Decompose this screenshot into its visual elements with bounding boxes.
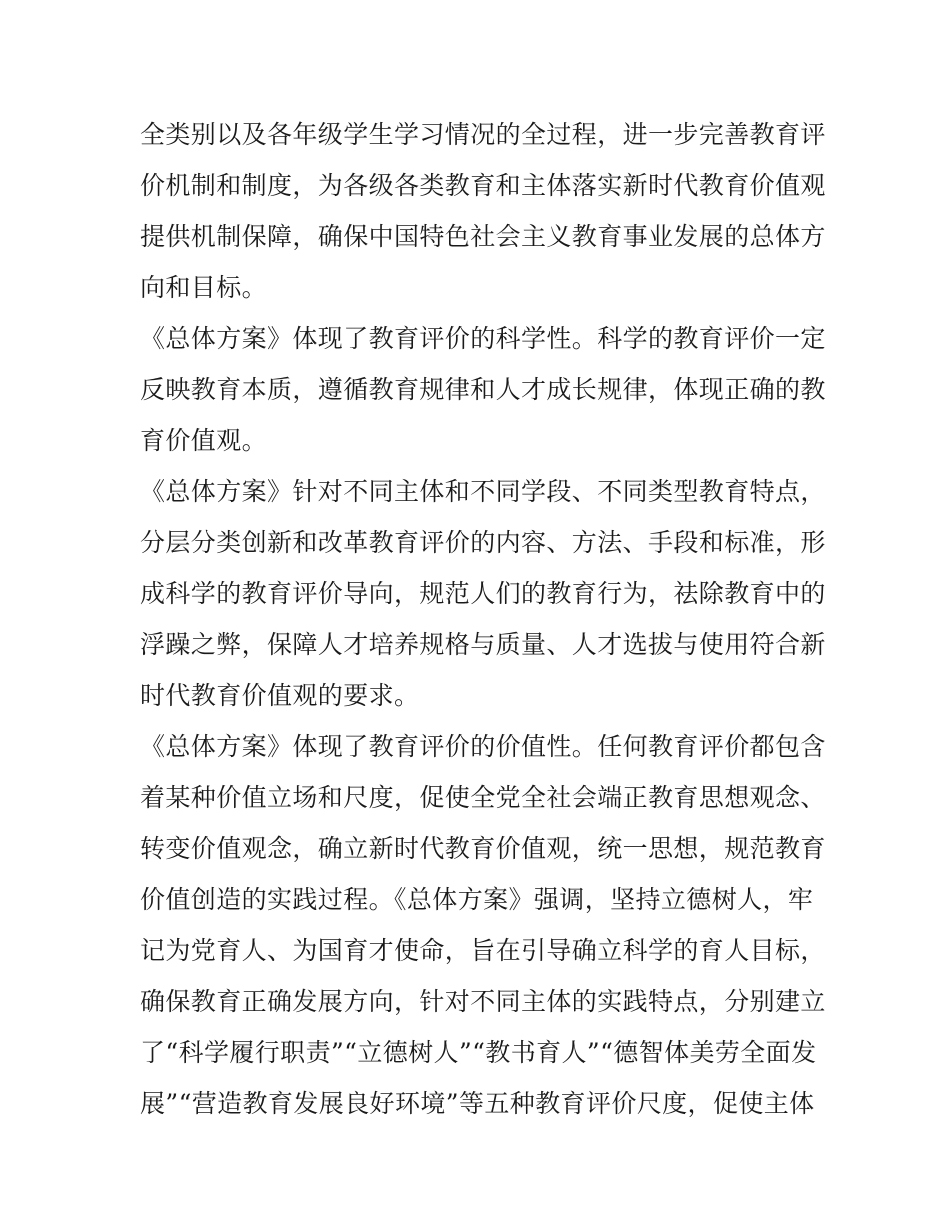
text-line: 着某种价值立场和尺度，促使全党全社会端正教育思想观念、 xyxy=(140,783,826,812)
text-line: 时代教育价值观的要求。 xyxy=(140,681,420,710)
text-line: 了“科学履行职责”“立德树人”“教书育人”“德智体美劳全面发 xyxy=(140,1038,817,1067)
text-line: 向和目标。 xyxy=(140,273,268,302)
text-line: 记为党育人、为国育才使命，旨在引导确立科学的育人目标， xyxy=(140,936,826,965)
text-line: 全类别以及各年级学生学习情况的全过程，进一步完善教育评 xyxy=(140,120,826,149)
text-line: 展”“营造教育发展良好环境”等五种教育评价尺度，促使主体 xyxy=(140,1089,815,1118)
text-line: 分层分类创新和改革教育评价的内容、方法、手段和标准，形 xyxy=(140,528,826,557)
text-line: 《总体方案》体现了教育评价的价值性。任何教育评价都包含 xyxy=(140,732,826,761)
document-body xyxy=(140,109,826,1129)
text-line: 《总体方案》针对不同主体和不同学段、不同类型教育特点， xyxy=(140,477,826,506)
text-line: 转变价值观念，确立新时代教育价值观，统一思想，规范教育 xyxy=(140,834,826,863)
text-line: 提供机制保障，确保中国特色社会主义教育事业发展的总体方 xyxy=(140,222,826,251)
text-line: 反映教育本质，遵循教育规律和人才成长规律，体现正确的教 xyxy=(140,375,826,404)
text-line: 价机制和制度，为各级各类教育和主体落实新时代教育价值观 xyxy=(140,171,826,200)
text-line: 成科学的教育评价导向，规范人们的教育行为，祛除教育中的 xyxy=(140,579,826,608)
text-line: 价值创造的实践过程。《总体方案》强调，坚持立德树人，牢 xyxy=(140,885,814,914)
text-line: 浮躁之弊，保障人才培养规格与质量、人才选拔与使用符合新 xyxy=(140,630,826,659)
text-line: 育价值观。 xyxy=(140,426,268,455)
text-line: 《总体方案》体现了教育评价的科学性。科学的教育评价一定 xyxy=(140,324,826,353)
text-line: 确保教育正确发展方向，针对不同主体的实践特点，分别建立 xyxy=(140,987,826,1016)
